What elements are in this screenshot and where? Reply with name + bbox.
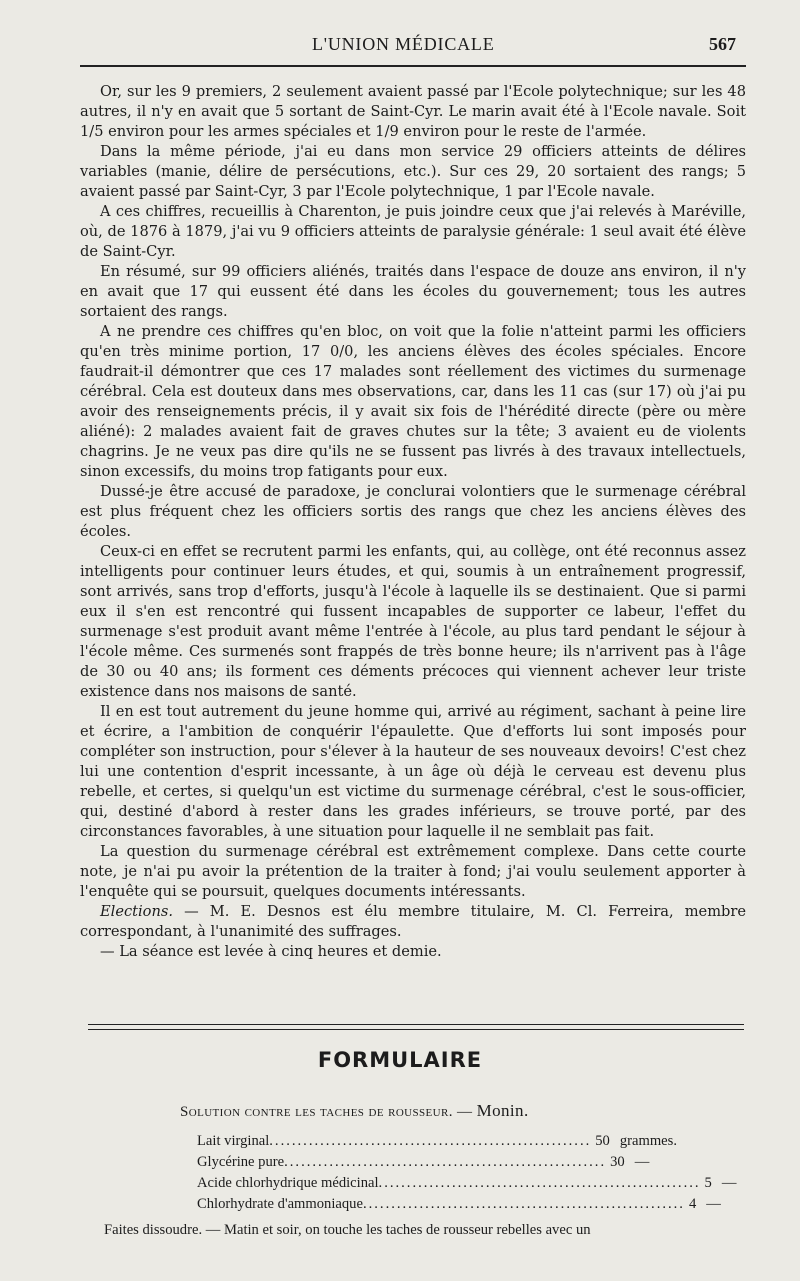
ingredient-qty: 50 — [595, 1133, 610, 1149]
ingredient-list — [197, 1131, 737, 1215]
ingredient-name: Acide chlorhydrique médicinal — [197, 1175, 379, 1191]
paragraph: En résumé, sur 99 officiers aliénés, traités dans l'espace de douze ans environ, il n'y en avait que 17 qui eussent été dans les écoles du gouvernement; tous les autres sortaient des rangs. — [80, 263, 746, 320]
leader-dots: ......................................................... — [269, 1133, 592, 1149]
ingredient-row — [197, 1173, 737, 1194]
ingredient-name: Glycérine pure — [197, 1154, 285, 1170]
paragraph: Il en est tout autrement du jeune homme qui, arrivé au régiment, sachant à peine lire et écrire, a l'ambition de conquérir l'épaulette. Que d'efforts lui sont imposés pour compléter son instruction, pour s'élever à la hauteur de ses nouveaux devoirs! C'est chez lui une contention d'esprit incessante, à un âge où déjà le cerveau est devenu plus rebelle, et certes, si quelqu'un est victime du surmenage cérébral, c'est le sous-officier, qui, destiné d'abord à rester dans les grades inférieurs, se trouve porté, par des circonstances favorables, à une situation pour laquelle il ne semblait pas fait. — [80, 703, 746, 840]
paragraph: Or, sur les 9 premiers, 2 seulement avaient passé par l'Ecole polytechnique; sur les 48 autres, il n'y en avait que 5 sortant de Saint-Cyr. Le marin avait été à l'Ecole navale. Soit 1/5 environ pour les armes spéciales et 1/9 environ pour le reste de l'armée. — [80, 83, 746, 140]
paragraph: Dans la même période, j'ai eu dans mon service 29 officiers atteints de délires variables (manie, délire de persécutions, etc.). Sur ces 29, 20 sortaient des rangs; 5 avaient passé par Saint-Cyr, 3 par l'Ecole polytechnique, 1 par l'Ecole navale. — [80, 143, 746, 200]
formulaire-title: FORMULAIRE — [317, 1048, 483, 1072]
recipe-author: Monin. — [476, 1101, 529, 1120]
page-number: 567 — [709, 34, 736, 54]
paragraph: La question du surmenage cérébral est extrêmement complexe. Dans cette courte note, je n'ai pu avoir la prétention de la traiter à fond; j'ai voulu seulement apporter à l'enquête qui se poursuit, quelques documents intéressants. — [80, 843, 746, 900]
ingredient-row — [197, 1131, 677, 1152]
elections-label: Elections. — [100, 903, 173, 920]
elections-text: — M. E. Desnos est élu membre titulaire, M. Cl. Ferreira, membre correspondant, à l'unanimité des suffrages. — [80, 903, 746, 940]
recipe-name: Solution contre les taches de rousseur. — — [180, 1104, 473, 1120]
ingredient-name: Chlorhydrate d'ammoniaque — [197, 1196, 363, 1212]
recipe-instructions: Faites dissoudre. — Matin et soir, on touche les taches de rousseur rebelles avec un — [104, 1222, 591, 1238]
elections-paragraph — [80, 902, 746, 942]
ingredient-qty: 4 — [688, 1196, 697, 1212]
paragraph: Ceux-ci en effet se recrutent parmi les enfants, qui, au collège, ont été reconnus assez intelligents pour continuer leurs études, et qui, soumis à un entraînement progressif, sont arrivés, sans trop d'efforts, jusqu'à l'école à laquelle ils se destinaient. Que si parmi eux il s'en est rencontré qui fussent incapables de supporter ce labeur, l'effet du surmenage s'est produit avant même l'entrée à l'école, au plus tard pendant le séjour à l'école même. Ces surmenés sont frappés de très bonne heure; ils n'arrivent pas à l'âge de 30 ou 40 ans; ils forment ces déments précoces qui viennent achever leur triste existence dans nos maisons de santé. — [80, 543, 746, 700]
paragraph: Dussé-je être accusé de paradoxe, je conclurai volontiers que le surmenage cérébral est plus fréquent chez les officiers sortis des rangs que chez les anciens élèves des écoles. — [80, 483, 746, 540]
closing-line: — La séance est levée à cinq heures et demie. — [100, 943, 442, 960]
ingredient-name: Lait virginal — [197, 1133, 270, 1149]
article-body — [80, 82, 746, 962]
paragraph: A ces chiffres, recueillis à Charenton, je puis joindre ceux que j'ai relevés à Maréville, où, de 1876 à 1879, j'ai vu 9 officiers atteints de paralysie générale: 1 seul avait été élève de Saint-Cyr. — [80, 203, 746, 260]
ingredient-qty: 5 — [704, 1175, 712, 1191]
ingredient-unit: grammes. — [619, 1133, 677, 1149]
ingredient-unit: — — [721, 1175, 737, 1191]
recipe-title — [180, 1101, 529, 1121]
header-rule — [80, 65, 746, 67]
paragraph: A ne prendre ces chiffres qu'en bloc, on voit que la folie n'atteint parmi les officiers qu'en très minime portion, 17 0/0, les anciens élèves des écoles spéciales. Encore faudrait-il démontrer que ces 17 malades sont réellement des victimes du surmenage cérébral. Cela est douteux dans mes observations, car, dans les 11 cas (sur 17) où j'ai pu avoir des renseignements précis, il y avait six fois de l'hérédité directe (père ou mère aliéné): 2 malades avaient fait de graves chutes sur la tête; 3 avaient eu de violents chagrins. Je ne veux pas dire qu'ils ne se fussent pas livrés à des travaux intellectuels, sinon excessifs, du moins trop fatigants pour eux. — [80, 323, 746, 480]
leader-dots: ......................................................... — [362, 1196, 685, 1212]
ingredient-row — [197, 1152, 657, 1173]
ingredient-unit: — — [634, 1154, 650, 1170]
leader-dots: ......................................................... — [378, 1175, 701, 1191]
leader-dots: ......................................................... — [284, 1154, 607, 1170]
ingredient-qty: 30 — [610, 1154, 625, 1170]
section-divider — [88, 1024, 744, 1030]
ingredient-row — [197, 1194, 721, 1215]
ingredient-unit: — — [706, 1196, 721, 1212]
running-header-title: L'UNION MÉDICALE — [312, 34, 495, 54]
